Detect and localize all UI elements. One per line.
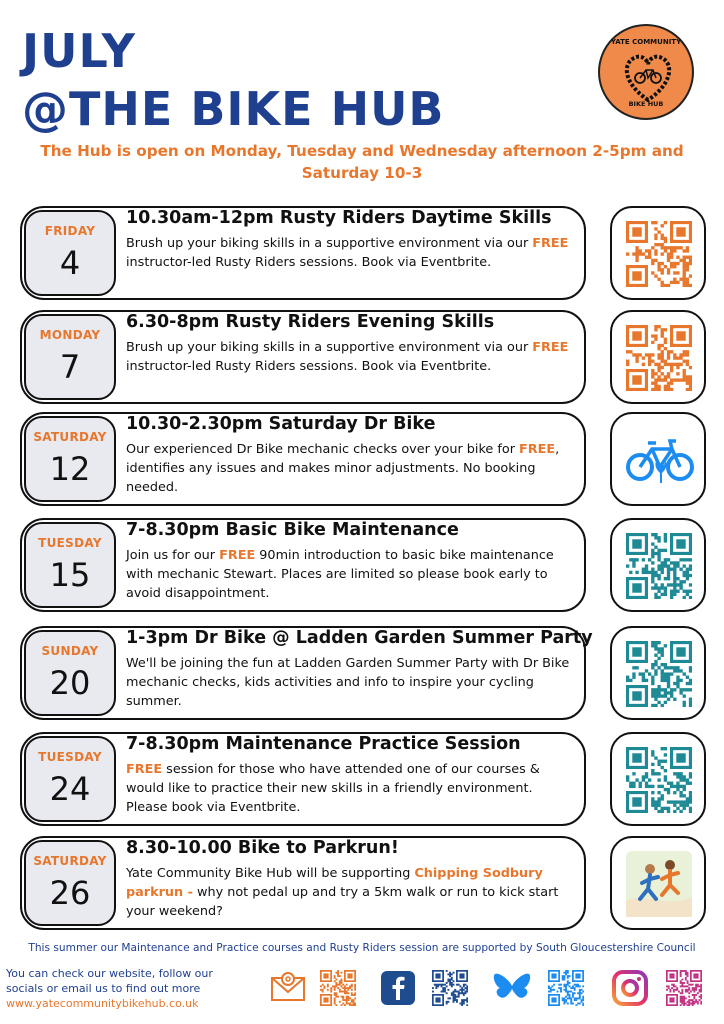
- side-icon-box: [610, 626, 706, 720]
- day-number: 4: [59, 244, 81, 282]
- day-number: 12: [49, 450, 91, 488]
- day-number: 7: [59, 348, 81, 386]
- contact-line-1: You can check our website, follow our: [6, 967, 213, 980]
- date-box: [24, 210, 116, 296]
- free-highlight: FREE: [532, 236, 569, 251]
- instagram-icon[interactable]: [612, 970, 648, 1006]
- page-title-line1: JULY: [22, 24, 136, 78]
- desc-text: Join us for our: [126, 548, 220, 563]
- desc-text: Brush up your biking skills in a supportive environment via our: [126, 236, 533, 251]
- event-title: 8.30-10.00 Bike to Parkrun!: [126, 838, 399, 858]
- date-box: [24, 630, 116, 716]
- desc-text: Brush up your biking skills in a supportive environment via our: [126, 340, 533, 355]
- free-highlight: FREE: [532, 340, 569, 355]
- desc-text: instructor-led Rusty Riders sessions. Book via Eventbrite.: [126, 359, 492, 374]
- side-icon-box: [610, 206, 706, 300]
- bike-hub-logo: [598, 24, 694, 120]
- day-number: 26: [49, 874, 91, 912]
- day-of-week: MONDAY: [39, 328, 101, 342]
- qr-code-icon[interactable]: [626, 325, 692, 391]
- free-highlight: Chipping Sodbury parkrun -: [126, 866, 543, 900]
- event-card: [20, 518, 586, 612]
- contact-line-2: socials or email us to find out more: [6, 982, 201, 995]
- day-number: 20: [49, 664, 91, 702]
- email-qr-code-icon[interactable]: [320, 970, 356, 1006]
- bike-repair-icon: [626, 427, 694, 493]
- event-card: [20, 626, 593, 720]
- event-description: [126, 234, 578, 272]
- day-of-week: TUESDAY: [38, 750, 102, 764]
- free-highlight: FREE: [519, 442, 556, 457]
- date-box: [24, 416, 116, 502]
- day-of-week: SATURDAY: [33, 854, 107, 868]
- qr-code-icon[interactable]: [626, 641, 692, 707]
- free-highlight: FREE: [126, 762, 163, 777]
- day-number: 15: [49, 556, 91, 594]
- contact-info: [6, 966, 213, 1011]
- day-number: 24: [49, 770, 91, 808]
- day-of-week: SATURDAY: [33, 430, 107, 444]
- event-card: [20, 310, 586, 404]
- facebook-qr-code-icon[interactable]: [432, 970, 468, 1006]
- day-of-week: TUESDAY: [38, 536, 102, 550]
- bluesky-qr-code-icon[interactable]: [548, 970, 584, 1006]
- date-box: [24, 522, 116, 608]
- page-title-line2: @THE BIKE HUB: [22, 82, 445, 136]
- event-title: 10.30-2.30pm Saturday Dr Bike: [126, 414, 436, 434]
- email-icon[interactable]: [270, 970, 306, 1002]
- desc-text: instructor-led Rusty Riders sessions. Book via Eventbrite.: [126, 255, 492, 270]
- logo-top-text: YATE COMMUNITY: [610, 38, 682, 46]
- qr-code-icon[interactable]: [626, 221, 692, 287]
- event-card: [20, 206, 586, 300]
- qr-code-icon[interactable]: [626, 533, 692, 599]
- event-description: [126, 760, 578, 817]
- bluesky-icon[interactable]: [492, 970, 532, 1006]
- event-card: [20, 412, 586, 506]
- date-box: [24, 840, 116, 926]
- side-icon-box: [610, 518, 706, 612]
- event-description: [126, 338, 578, 376]
- event-title: 1-3pm Dr Bike @ Ladden Garden Summer Party: [126, 628, 593, 648]
- event-card: [20, 836, 586, 930]
- desc-text: , identifies any issues and makes minor adjustments. No booking needed.: [126, 442, 560, 495]
- side-icon-box: [610, 310, 706, 404]
- event-title: 6.30-8pm Rusty Riders Evening Skills: [126, 312, 495, 332]
- desc-text: We'll be joining the fun at Ladden Garden Summer Party with Dr Bike mechanic checks, kids activities and info to inspire your cycling summer.: [126, 656, 570, 709]
- event-description: [126, 864, 578, 921]
- parkrun-illustration: [626, 851, 692, 917]
- free-highlight: FREE: [219, 548, 256, 563]
- side-icon-box: [610, 412, 706, 506]
- facebook-icon[interactable]: [380, 970, 416, 1006]
- qr-code-icon[interactable]: [626, 747, 692, 813]
- side-icon-box: [610, 732, 706, 826]
- desc-text: session for those who have attended one of our courses & would like to practice their new skills in a friendly environment. Please book via Eventbrite.: [126, 762, 540, 815]
- event-title: 10.30am-12pm Rusty Riders Daytime Skills: [126, 208, 552, 228]
- desc-text: Yate Community Bike Hub will be supporting: [126, 866, 415, 881]
- side-icon-box: [610, 836, 706, 930]
- desc-text: Our experienced Dr Bike mechanic checks over your bike for: [126, 442, 520, 457]
- event-description: [126, 546, 578, 603]
- logo-bottom-text: BIKE HUB: [628, 100, 664, 108]
- opening-hours: The Hub is open on Monday, Tuesday and Wednesday afternoon 2-5pm and Saturday 10-3: [40, 142, 684, 182]
- event-card: [20, 732, 586, 826]
- date-box: [24, 314, 116, 400]
- desc-text: why not pedal up and try a 5km walk or run to kick start your weekend?: [126, 885, 559, 919]
- event-title: 7-8.30pm Maintenance Practice Session: [126, 734, 521, 754]
- support-note: This summer our Maintenance and Practice courses and Rusty Riders session are supported by South Gloucestershire Council: [28, 942, 696, 954]
- event-title: 7-8.30pm Basic Bike Maintenance: [126, 520, 459, 540]
- instagram-qr-code-icon[interactable]: [666, 970, 702, 1006]
- website-link[interactable]: www.yatecommunitybikehub.co.uk: [6, 997, 199, 1010]
- day-of-week: SUNDAY: [41, 644, 99, 658]
- event-description: [126, 440, 578, 497]
- desc-text: 90min introduction to basic bike maintenance with mechanic Stewart. Places are limited so please book early to avoid disappointment.: [126, 548, 554, 601]
- event-description: [126, 654, 578, 711]
- date-box: [24, 736, 116, 822]
- day-of-week: FRIDAY: [44, 224, 96, 238]
